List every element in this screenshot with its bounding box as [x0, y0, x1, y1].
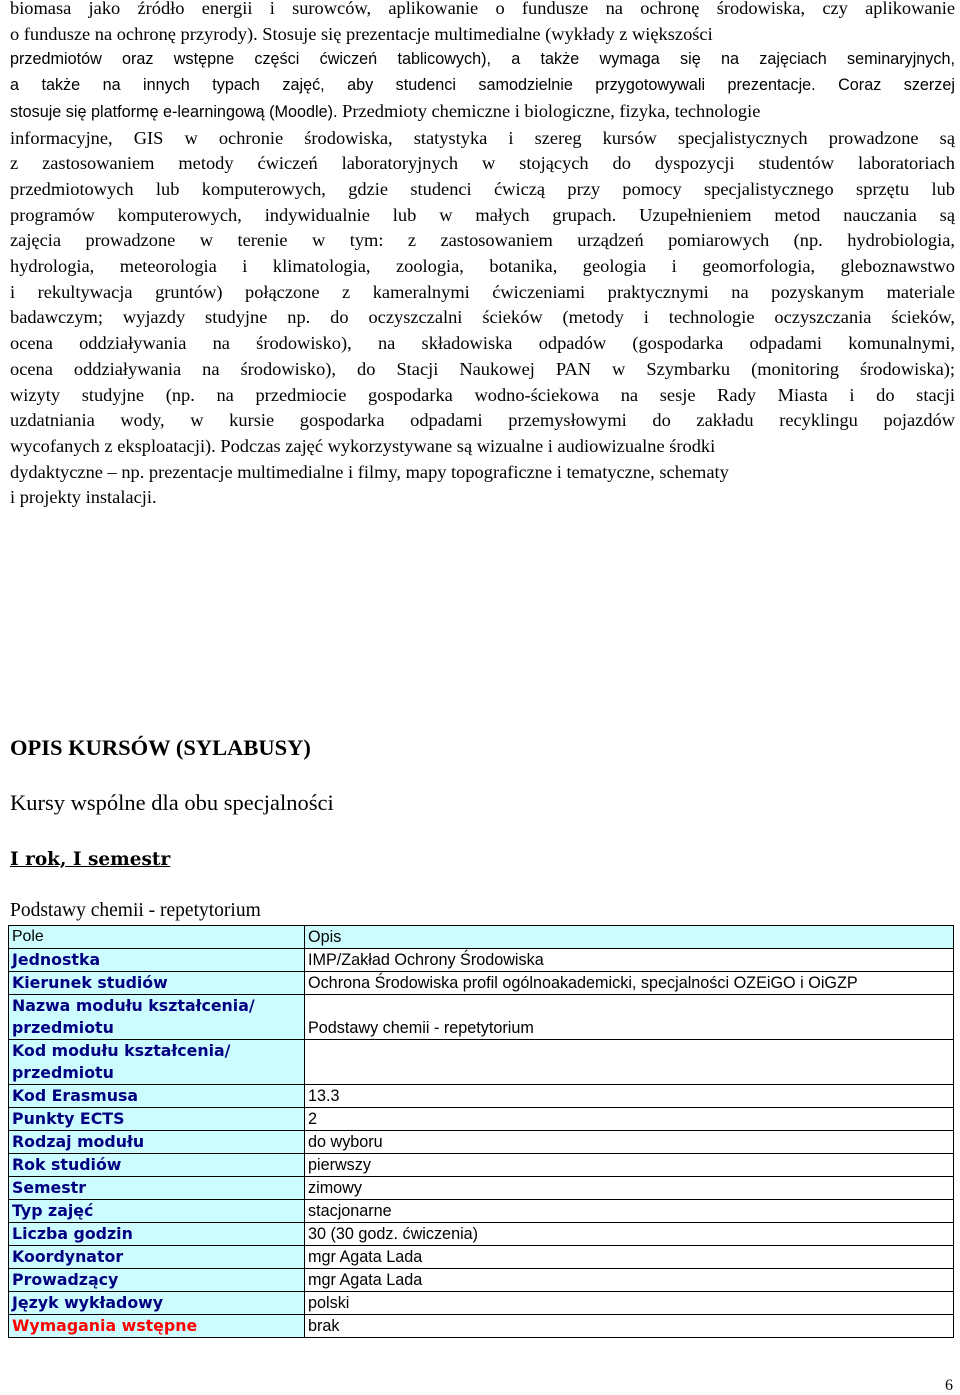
- row-key: Kod Erasmusa: [9, 1085, 305, 1108]
- subsection-title: Kursy wspólne dla obu specjalności: [10, 790, 334, 815]
- row-key: Liczba godzin: [9, 1223, 305, 1246]
- header-cell-field: Pole: [9, 926, 305, 949]
- row-value: mgr Agata Lada: [305, 1246, 954, 1269]
- row-key: Typ zajęć: [9, 1200, 305, 1223]
- header-cell-description: Opis: [305, 926, 954, 949]
- text-line: przedmiotów oraz wstępne części ćwiczeń tablicowych), a także wymaga się na zajęciach seminaryjnych,: [10, 50, 955, 69]
- text-line: biomasa jako źródło energii i surowców, aplikowanie o fundusze na ochronę środowiska, czy aplikowanie: [10, 0, 955, 18]
- intro-paragraph: [10, 0, 955, 511]
- table-row: [9, 1085, 954, 1108]
- table-row: [9, 1292, 954, 1315]
- row-key: Nazwa modułu kształcenia/ przedmiotu: [9, 995, 305, 1040]
- row-key: Rok studiów: [9, 1154, 305, 1177]
- text-line: a także na innych typach zajęć, aby studenci samodzielnie przygotowywali prezentacje. Coraz szerzej: [10, 76, 955, 95]
- row-value: brak: [305, 1315, 954, 1338]
- table-row: [9, 1246, 954, 1269]
- text-line: informacyjne, GIS w ochronie środowiska, statystyka i szereg kursów specjalistycznych prowadzone są: [10, 127, 955, 148]
- row-value: [305, 1040, 954, 1085]
- row-value: mgr Agata Lada: [305, 1269, 954, 1292]
- row-value: 13.3: [305, 1085, 954, 1108]
- row-value: Podstawy chemii - repetytorium: [305, 995, 954, 1040]
- row-value: polski: [305, 1292, 954, 1315]
- row-key: Prowadzący: [9, 1269, 305, 1292]
- text-line: i rekultywacja gruntów) połączone z kameralnymi ćwiczeniami praktycznymi na pozyskanym materiale: [10, 281, 955, 302]
- row-key: Rodzaj modułu: [9, 1131, 305, 1154]
- table-row: [9, 1200, 954, 1223]
- table-row: [9, 1108, 954, 1131]
- row-value: 30 (30 godz. ćwiczenia): [305, 1223, 954, 1246]
- table-row: [9, 1223, 954, 1246]
- row-key: Koordynator: [9, 1246, 305, 1269]
- row-key: Wymagania wstępne: [9, 1315, 305, 1338]
- text-line: przedmiotowych lub komputerowych, gdzie studenci ćwiczą przy pomocy specjalistycznego sprzętu lub: [10, 178, 955, 199]
- section-title: OPIS KURSÓW (SYLABUSY): [10, 735, 311, 760]
- course-title: Podstawy chemii - repetytorium: [10, 900, 261, 921]
- text-line: programów komputerowych, indywidualnie lub w małych grupach. Uzupełnieniem metod nauczania są: [10, 204, 955, 225]
- table-row: [9, 1315, 954, 1338]
- year-semester-heading: I rok, I semestr: [10, 849, 171, 870]
- text-line: wycofanych z eksploatacji). Podczas zajęć wykorzystywane są wizualne i audiowizualne środki: [10, 435, 716, 456]
- table-row: [9, 1040, 954, 1085]
- table-row: [9, 1269, 954, 1292]
- row-value: zimowy: [305, 1177, 954, 1200]
- text-line: z zastosowaniem metody ćwiczeń laboratoryjnych w stojących do dyspozycji studentów laboratoriach: [10, 153, 955, 174]
- row-value: stacjonarne: [305, 1200, 954, 1223]
- row-key: Kierunek studiów: [9, 972, 305, 995]
- text-line: hydrologia, meteorologia i klimatologia, zoologia, botanika, geologia i geomorfologia, gleboznawstwo: [10, 256, 955, 277]
- row-key: Jednostka: [9, 949, 305, 972]
- text-line: stosuje się platformę e-learningową (Moodle).: [10, 102, 338, 121]
- text-line: ocena oddziaływania na środowisko), na składowiska odpadów (gospodarka odpadami komunalnymi,: [10, 333, 955, 354]
- row-value: do wyboru: [305, 1131, 954, 1154]
- page-number: 6: [945, 1377, 953, 1394]
- row-value: Ochrona Środowiska profil ogólnoakademicki, specjalności OZEiGO i OiGZP: [305, 972, 954, 995]
- table-row: [9, 995, 954, 1040]
- row-value: IMP/Zakład Ochrony Środowiska: [305, 949, 954, 972]
- syllabus-table: [8, 925, 954, 1338]
- table-row: [9, 949, 954, 972]
- table-row: [9, 972, 954, 995]
- row-key: Punkty ECTS: [9, 1108, 305, 1131]
- text-line: wizyty studyjne (np. na przedmiocie gospodarka wodno-ściekowa na sesje Rady Miasta i do stacji: [10, 384, 955, 405]
- table-row: [9, 1154, 954, 1177]
- text-line: badawczym; wyjazdy studyjne np. do oczyszczalni ścieków (metody i technologie oczyszczania ścieków,: [10, 307, 955, 328]
- row-key: Semestr: [9, 1177, 305, 1200]
- row-key: Kod modułu kształcenia/ przedmiotu: [9, 1040, 305, 1085]
- row-value: 2: [305, 1108, 954, 1131]
- table-row: [9, 1177, 954, 1200]
- text-line: zajęcia prowadzone w terenie w tym: z zastosowaniem urządzeń pomiarowych (np. hydrobiologia,: [10, 230, 955, 251]
- text-line: Przedmioty chemiczne i biologiczne, fizyka, technologie: [342, 100, 761, 121]
- text-line: i projekty instalacji.: [10, 487, 157, 508]
- table-row: [9, 1131, 954, 1154]
- text-line: uzdatniania wody, w kursie gospodarka odpadami przemysłowymi do zakładu recyklingu pojazdów: [10, 410, 955, 431]
- table-header-row: [9, 926, 954, 949]
- text-line: dydaktyczne – np. prezentacje multimedialne i filmy, mapy topograficzne i tematyczne, schematy: [10, 461, 729, 482]
- text-line: o fundusze na ochronę przyrody). Stosuje się prezentacje multimedialne (wykłady z większości: [10, 23, 713, 44]
- text-line: ocena oddziaływania na środowisko), do Stacji Naukowej PAN w Szymbarku (monitoring środowiska);: [10, 358, 955, 379]
- row-value: pierwszy: [305, 1154, 954, 1177]
- row-key: Język wykładowy: [9, 1292, 305, 1315]
